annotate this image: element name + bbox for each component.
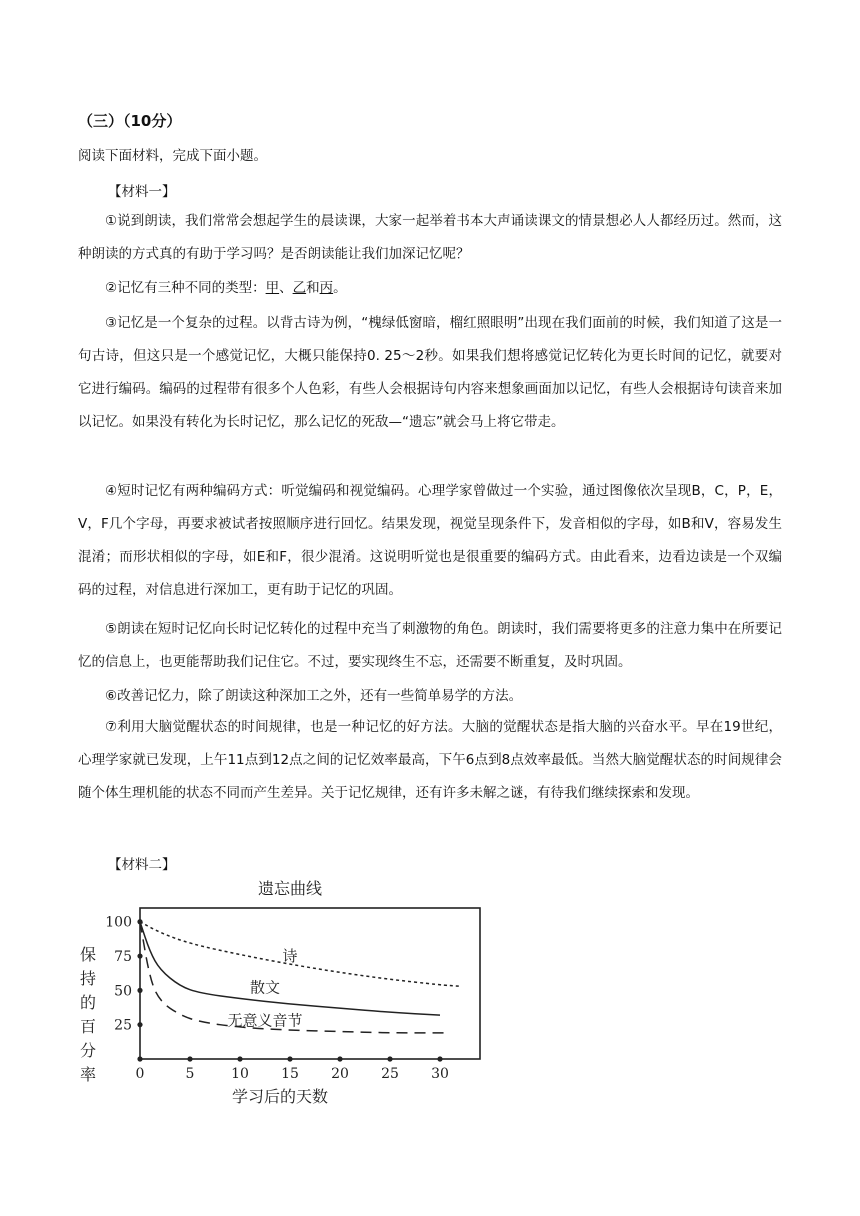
forgetting-curve-chart bbox=[70, 872, 500, 1112]
series-label-1: 散文 bbox=[249, 978, 281, 997]
x-tick-label: 0 bbox=[135, 1066, 145, 1082]
series-line-1 bbox=[140, 922, 440, 1015]
instruction-text: 阅读下面材料，完成下面小题。 bbox=[78, 148, 267, 164]
x-tick-label: 30 bbox=[431, 1066, 449, 1082]
paragraph-6: ⑥改善记忆力，除了朗读这种深加工之外，还有一些简单易学的方法。 bbox=[105, 688, 523, 704]
y-axis-label-char: 持 bbox=[79, 969, 97, 988]
y-axis-label-char: 百 bbox=[79, 1017, 97, 1036]
x-tick-dot bbox=[437, 1056, 442, 1061]
y-tick-dot bbox=[137, 1022, 142, 1027]
blank-yi: 乙 bbox=[292, 280, 307, 296]
y-axis-label-char: 的 bbox=[79, 993, 97, 1012]
x-tick-dot bbox=[137, 1056, 142, 1061]
paragraph-2-suffix: 。 bbox=[333, 280, 347, 296]
y-tick-label: 100 bbox=[105, 914, 132, 931]
x-tick-label: 25 bbox=[381, 1066, 399, 1082]
y-tick-dot bbox=[137, 953, 142, 958]
x-axis-label: 学习后的天数 bbox=[231, 1087, 329, 1106]
y-tick-label: 50 bbox=[114, 983, 132, 1000]
paragraph-1: ①说到朗读，我们常常会想起学生的晨读课，大家一起举着书本大声诵读课文的情景想必人人都经历过。然而，这种朗读的方式真的有助于学习吗？是否朗读能让我们加深记忆呢？ bbox=[78, 213, 782, 262]
y-tick-label: 75 bbox=[114, 949, 132, 966]
paragraph-2-prefix: ②记忆有三种不同的类型： bbox=[105, 280, 266, 296]
paragraph-3: ③记忆是一个复杂的过程。以背古诗为例，“槐绿低窗暗，榴红照眼明”出现在我们面前的时候，我们知道了这是一句古诗，但这只是一个感觉记忆，大概只能保持0. 25～2秒。如果我们想将感觉记忆转化为更长时间的记忆，就要对它进行编码。编码的过程带有很多个人色彩，有些人会根据诗句内容来想象画面加以记忆，有些人会根据诗句读音来加以记忆。如果没有转化为长时记忆，那么记忆的死敌—“遗忘”就会马上将它带走。 bbox=[78, 315, 782, 430]
y-axis-label-char: 分 bbox=[79, 1041, 97, 1060]
paragraph-2 bbox=[78, 272, 782, 305]
x-tick-dot bbox=[287, 1056, 292, 1061]
series-label-2: 无意义音节 bbox=[227, 1011, 303, 1030]
blank-bing: 丙 bbox=[319, 280, 334, 296]
x-tick-dot bbox=[187, 1056, 192, 1061]
material2-label: 【材料二】 bbox=[108, 857, 176, 873]
blank-jia: 甲 bbox=[265, 280, 280, 296]
y-axis-label-char: 保 bbox=[79, 945, 97, 964]
paragraph-7: ⑦利用大脑觉醒状态的时间规律，也是一种记忆的好方法。大脑的觉醒状态是指大脑的兴奋水平。早在19世纪，心理学家就已发现，上午11点到12点之间的记忆效率最高，下午6点到8点效率最低。当然大脑觉醒状态的时间规律会随个体生理机能的状态不同而产生差异。关于记忆规律，还有许多未解之谜，有待我们继续探索和发现。 bbox=[78, 719, 782, 801]
x-tick-dot bbox=[387, 1056, 392, 1061]
x-tick-label: 5 bbox=[185, 1066, 195, 1082]
section-heading: （三）（10分） bbox=[78, 112, 182, 130]
x-tick-label: 10 bbox=[231, 1066, 249, 1082]
series-label-0: 诗 bbox=[282, 947, 298, 966]
y-axis-label-char: 率 bbox=[79, 1065, 97, 1084]
chart-title: 遗忘曲线 bbox=[257, 879, 323, 898]
y-tick-dot bbox=[137, 988, 142, 993]
y-tick-label: 25 bbox=[114, 1017, 132, 1034]
separator-2: 和 bbox=[306, 280, 320, 296]
paragraph-5: ⑤朗读在短时记忆向长时记忆转化的过程中充当了刺激物的角色。朗读时，我们需要将更多的注意力集中在所要记忆的信息上，也更能帮助我们记住它。不过，要实现终生不忘，还需要不断重复，及时巩固。 bbox=[78, 621, 782, 670]
x-tick-dot bbox=[237, 1056, 242, 1061]
paragraph-4: ④短时记忆有两种编码方式：听觉编码和视觉编码。心理学家曾做过一个实验，通过图像依次呈现B，C，P，E，V，F几个字母，再要求被试者按照顺序进行回忆。结果发现，视觉呈现条件下，发音相似的字母，如B和V，容易发生混淆；而形状相似的字母，如E和F，很少混淆。这说明听觉也是很重要的编码方式。由此看来，边看边读是一个双编码的过程，对信息进行深加工，更有助于记忆的巩固。 bbox=[78, 483, 782, 598]
x-tick-dot bbox=[337, 1056, 342, 1061]
material1-label: 【材料一】 bbox=[108, 184, 176, 200]
separator-1: 、 bbox=[279, 280, 293, 296]
series-line-0 bbox=[140, 922, 460, 987]
x-tick-label: 20 bbox=[331, 1066, 349, 1082]
x-tick-label: 15 bbox=[281, 1066, 299, 1082]
